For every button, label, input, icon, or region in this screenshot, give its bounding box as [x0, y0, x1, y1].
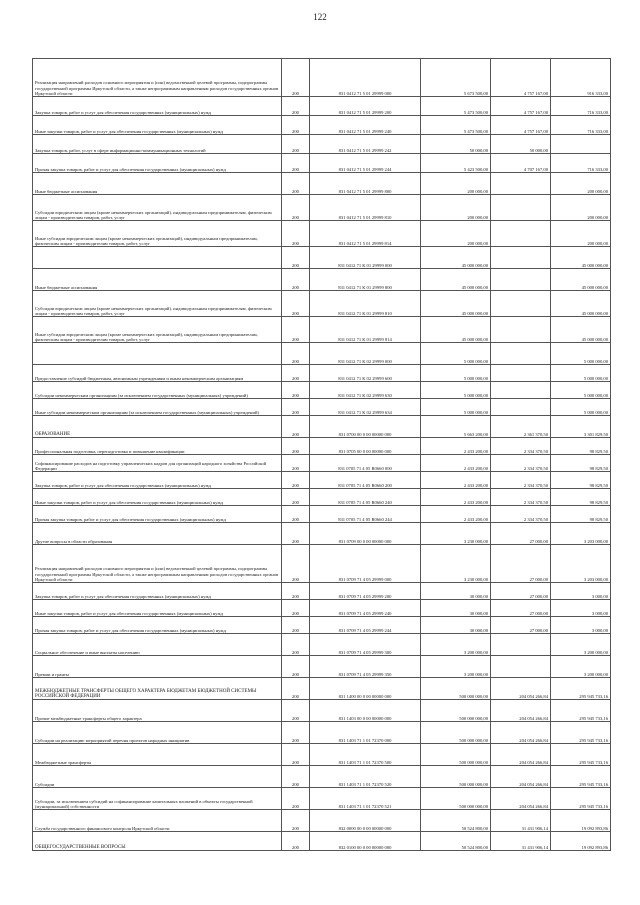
row-name: Другие вопросы в области образования — [33, 523, 282, 545]
row-classification-code: 831 0709 71 4 05 29999 240 — [310, 600, 421, 617]
row-name: Социальное обеспечение и иные выплаты населению — [33, 634, 282, 656]
row-name: Закупка товаров, работ и услуг для обеспечения государственных (муниципальных) нужд — [33, 472, 282, 489]
table-row — [33, 600, 611, 617]
row-classification-code: 831 0709 71 4 05 29999 200 — [310, 583, 421, 600]
row-code: 200 — [282, 678, 310, 700]
row-name — [33, 247, 282, 269]
row-name: Иные закупки товаров, работ и услуг для обеспечения государственных (муниципальных) нужд — [33, 600, 282, 617]
row-amount-approved: 2 433 200,00 — [421, 472, 491, 489]
row-classification-code: 831 0412 71 К 02 29999 600 — [310, 365, 421, 382]
row-amount-remaining: 200 000,00 — [551, 221, 611, 247]
table-row — [33, 154, 611, 173]
row-name: Субсидии, за исключением субсидий на софинансирование капитальных вложений в объекты государственной (муниципальной) собственности — [33, 788, 282, 810]
row-amount-approved: 3 230 000,00 — [421, 545, 491, 583]
row-amount-executed: 4 707 167,00 — [491, 154, 551, 173]
row-classification-code: 831 1400 00 0 00 00000 000 — [310, 678, 421, 700]
row-amount-approved: 45 000 000,00 — [421, 247, 491, 269]
row-code: 200 — [282, 135, 310, 154]
row-amount-executed: 204 054 266,84 — [491, 766, 551, 788]
row-amount-executed — [491, 173, 551, 195]
table-row — [33, 173, 611, 195]
row-amount-approved: 200 000,00 — [421, 195, 491, 221]
row-amount-approved: 30 000,00 — [421, 617, 491, 634]
row-amount-executed — [491, 269, 551, 291]
table-row — [33, 221, 611, 247]
row-classification-code: 831 0412 71 5 01 29999 810 — [310, 195, 421, 221]
row-amount-executed — [491, 247, 551, 269]
row-amount-executed — [491, 365, 551, 382]
table-row — [33, 634, 611, 656]
row-amount-remaining: 295 945 733,16 — [551, 722, 611, 744]
table-row — [33, 399, 611, 416]
row-amount-remaining: 200 000,00 — [551, 173, 611, 195]
row-amount-executed: 4 757 167,00 — [491, 97, 551, 116]
row-amount-approved: 5 663 200,00 — [421, 416, 491, 438]
row-amount-remaining: 3 000,00 — [551, 617, 611, 634]
table-row — [33, 506, 611, 523]
row-code: 200 — [282, 291, 310, 317]
row-amount-remaining: 5 000 000,00 — [551, 365, 611, 382]
row-amount-approved: 30 000,00 — [421, 600, 491, 617]
row-amount-executed — [491, 221, 551, 247]
row-amount-approved: 5 000 000,00 — [421, 382, 491, 399]
table-row — [33, 656, 611, 678]
row-classification-code: 831 1403 71 1 01 72370 000 — [310, 722, 421, 744]
row-code: 200 — [282, 59, 310, 97]
row-classification-code: 831 0412 71 5 01 29999 244 — [310, 154, 421, 173]
row-classification-code: 831 0709 00 0 00 00000 000 — [310, 523, 421, 545]
table-row — [33, 416, 611, 438]
table-row — [33, 97, 611, 116]
row-amount-approved: 500 000 000,00 — [421, 722, 491, 744]
row-amount-remaining: 916 333,00 — [551, 59, 611, 97]
row-amount-approved: 45 000 000,00 — [421, 291, 491, 317]
row-amount-executed: 204 054 266,84 — [491, 744, 551, 766]
table-row — [33, 195, 611, 221]
row-amount-approved: 5 673 500,00 — [421, 59, 491, 97]
row-classification-code: 831 0412 71 5 01 29999 814 — [310, 221, 421, 247]
table-row — [33, 247, 611, 269]
row-amount-remaining: 3 200 000,00 — [551, 656, 611, 678]
row-amount-executed: 27 000,00 — [491, 583, 551, 600]
row-amount-approved: 500 000 000,00 — [421, 700, 491, 722]
row-classification-code: 832 0100 00 0 00 00000 000 — [310, 832, 421, 851]
row-amount-executed — [491, 634, 551, 656]
row-classification-code: 831 0709 71 4 05 29999 300 — [310, 634, 421, 656]
row-amount-approved: 5 000 000,00 — [421, 399, 491, 416]
row-classification-code: 831 0412 71 К 01 29999 000 — [310, 247, 421, 269]
row-code: 200 — [282, 116, 310, 135]
row-code: 200 — [282, 269, 310, 291]
page-number: 122 — [313, 12, 327, 22]
row-amount-executed: 2 334 370,50 — [491, 472, 551, 489]
row-code: 200 — [282, 634, 310, 656]
row-amount-executed: 31 431 906,14 — [491, 810, 551, 832]
row-classification-code: 831 0412 71 К 01 29999 810 — [310, 291, 421, 317]
row-amount-remaining: 98 829,50 — [551, 438, 611, 455]
row-code: 200 — [282, 617, 310, 634]
row-amount-approved: 500 000 000,00 — [421, 744, 491, 766]
row-code: 200 — [282, 766, 310, 788]
row-classification-code: 831 0412 71 К 02 29999 634 — [310, 399, 421, 416]
table-row — [33, 766, 611, 788]
table-row — [33, 472, 611, 489]
table-row — [33, 59, 611, 97]
row-classification-code: 831 0705 71 4 05 R0660 000 — [310, 455, 421, 472]
row-amount-approved: 200 000,00 — [421, 221, 491, 247]
row-amount-executed: 27 000,00 — [491, 617, 551, 634]
row-amount-remaining: 98 829,50 — [551, 489, 611, 506]
row-code: 200 — [282, 97, 310, 116]
row-code: 200 — [282, 788, 310, 810]
row-code: 200 — [282, 722, 310, 744]
row-name: Софинансирование расходов на подготовку управленческих кадров для организаций народного хозяйства Российской Федерации — [33, 455, 282, 472]
row-code: 200 — [282, 656, 310, 678]
row-amount-approved: 50 524 800,00 — [421, 832, 491, 851]
row-code: 200 — [282, 438, 310, 455]
row-amount-approved: 5 473 500,00 — [421, 97, 491, 116]
row-amount-executed — [491, 382, 551, 399]
row-classification-code: 831 0709 71 4 05 29999 350 — [310, 656, 421, 678]
row-amount-remaining: 5 000 000,00 — [551, 343, 611, 365]
row-amount-executed: 31 431 906,14 — [491, 832, 551, 851]
row-name: Межбюджетные трансферты — [33, 744, 282, 766]
row-amount-approved: 30 000,00 — [421, 583, 491, 600]
row-classification-code: 831 0412 71 5 01 29999 200 — [310, 97, 421, 116]
row-amount-approved: 500 000 000,00 — [421, 678, 491, 700]
row-name: Субсидии некоммерческим организациям (за исключением государственных (муниципальных) учреждений) — [33, 382, 282, 399]
row-classification-code: 831 0412 71 5 01 29999 242 — [310, 135, 421, 154]
row-amount-executed — [491, 399, 551, 416]
row-amount-approved: 45 000 000,00 — [421, 317, 491, 343]
row-classification-code: 831 0412 71 К 01 29999 800 — [310, 269, 421, 291]
row-amount-executed: 27 000,00 — [491, 600, 551, 617]
row-amount-executed: 4 757 167,00 — [491, 116, 551, 135]
row-amount-remaining: 200 000,00 — [551, 195, 611, 221]
table-row — [33, 700, 611, 722]
table-row — [33, 116, 611, 135]
row-name: Иные бюджетные ассигнования — [33, 173, 282, 195]
row-amount-remaining: 3 203 000,00 — [551, 545, 611, 583]
row-amount-remaining: 3 301 829,50 — [551, 416, 611, 438]
row-amount-remaining: 5 000 000,00 — [551, 382, 611, 399]
row-amount-executed: 204 054 266,84 — [491, 678, 551, 700]
row-amount-approved: 50 000,00 — [421, 135, 491, 154]
row-name: Премии и гранты — [33, 656, 282, 678]
row-name — [33, 343, 282, 365]
row-code: 200 — [282, 700, 310, 722]
table-row — [33, 269, 611, 291]
row-name: Служба государственного финансового контроля Иркутской области — [33, 810, 282, 832]
row-amount-approved: 3 200 000,00 — [421, 656, 491, 678]
row-amount-remaining: 98 829,50 — [551, 506, 611, 523]
row-name: Закупка товаров, работ и услуг для обеспечения государственных (муниципальных) нужд — [33, 97, 282, 116]
row-code: 200 — [282, 600, 310, 617]
row-code: 200 — [282, 247, 310, 269]
row-name: ОБРАЗОВАНИЕ — [33, 416, 282, 438]
row-code: 200 — [282, 455, 310, 472]
row-amount-executed: 204 054 266,84 — [491, 722, 551, 744]
row-code: 200 — [282, 195, 310, 221]
row-code: 200 — [282, 416, 310, 438]
row-amount-remaining: 3 000,00 — [551, 583, 611, 600]
row-code: 200 — [282, 399, 310, 416]
row-amount-remaining: 98 829,50 — [551, 472, 611, 489]
row-classification-code: 831 0705 00 0 00 00000 000 — [310, 438, 421, 455]
row-name: Иные субсидии некоммерческим организациям (за исключением государственных (муниципальных) учреждений) — [33, 399, 282, 416]
table-row — [33, 722, 611, 744]
row-amount-approved: 5 423 500,00 — [421, 154, 491, 173]
row-amount-remaining: 3 203 000,00 — [551, 523, 611, 545]
row-code: 200 — [282, 523, 310, 545]
row-code: 200 — [282, 810, 310, 832]
row-name: Предоставление субсидий бюджетным, автономным учреждениям и иным некоммерческим организациям — [33, 365, 282, 382]
row-code: 200 — [282, 489, 310, 506]
row-code: 200 — [282, 545, 310, 583]
row-amount-remaining: 19 092 893,86 — [551, 832, 611, 851]
row-name: Профессиональная подготовка, переподготовка и повышение квалификации — [33, 438, 282, 455]
row-amount-approved: 500 000 000,00 — [421, 766, 491, 788]
row-classification-code: 831 1403 71 1 01 72370 500 — [310, 744, 421, 766]
row-classification-code: 831 0700 00 0 00 00000 000 — [310, 416, 421, 438]
row-amount-approved: 3 200 000,00 — [421, 634, 491, 656]
row-amount-remaining: 295 945 733,16 — [551, 700, 611, 722]
table-row — [33, 523, 611, 545]
row-amount-approved: 2 433 200,00 — [421, 489, 491, 506]
row-amount-remaining: 98 829,50 — [551, 455, 611, 472]
row-amount-remaining: 3 000,00 — [551, 600, 611, 617]
row-name: Иные субсидии юридическим лицам (кроме некоммерческих организаций), индивидуальным предпринимателям, физическим лицам - производителям товаров, работ, услуг — [33, 221, 282, 247]
row-code: 200 — [282, 365, 310, 382]
row-amount-executed: 27 000,00 — [491, 545, 551, 583]
row-name: Закупка товаров, работ, услуг в сфере информационно-коммуникационных технологий — [33, 135, 282, 154]
table-row — [33, 788, 611, 810]
row-amount-remaining: 45 000 000,00 — [551, 291, 611, 317]
row-classification-code: 831 0412 71 К 02 29999 000 — [310, 343, 421, 365]
row-code: 200 — [282, 583, 310, 600]
table-row — [33, 343, 611, 365]
table-row — [33, 583, 611, 600]
row-classification-code: 831 0412 71 К 02 29999 630 — [310, 382, 421, 399]
table-row — [33, 810, 611, 832]
row-amount-remaining: 295 945 733,16 — [551, 766, 611, 788]
row-classification-code: 831 1403 00 0 00 00000 000 — [310, 700, 421, 722]
row-amount-approved: 2 433 200,00 — [421, 506, 491, 523]
row-classification-code: 831 0412 71 5 01 29999 000 — [310, 59, 421, 97]
row-code: 200 — [282, 832, 310, 851]
row-amount-executed: 2 361 370,50 — [491, 416, 551, 438]
row-amount-approved: 50 524 800,00 — [421, 810, 491, 832]
row-name: Реализация направлений расходов основного мероприятия и (или) ведомственной целевой программы, подпрограммы государственной программы Иркутской области, а также непрограммным направлениям расходов государственных органов Иркутской области — [33, 59, 282, 97]
row-amount-executed: 2 334 370,50 — [491, 455, 551, 472]
row-amount-executed: 27 000,00 — [491, 523, 551, 545]
row-amount-approved: 2 433 200,00 — [421, 438, 491, 455]
row-classification-code: 831 0412 71 К 01 29999 814 — [310, 317, 421, 343]
table-row — [33, 678, 611, 700]
row-code: 200 — [282, 382, 310, 399]
row-amount-remaining — [551, 135, 611, 154]
row-classification-code: 832 0000 00 0 00 00000 000 — [310, 810, 421, 832]
row-amount-approved: 5 000 000,00 — [421, 365, 491, 382]
row-name: Субсидии юридическим лицам (кроме некоммерческих организаций), индивидуальным предпринимателям, физическим лицам - производителям товаров, работ, услуг — [33, 195, 282, 221]
row-name: Прочие межбюджетные трансферты общего характера — [33, 700, 282, 722]
row-classification-code: 831 0709 71 4 05 29999 000 — [310, 545, 421, 583]
row-amount-approved: 45 000 000,00 — [421, 269, 491, 291]
row-name: ОБЩЕГОСУДАРСТВЕННЫЕ ВОПРОСЫ — [33, 832, 282, 851]
row-amount-remaining: 5 000 000,00 — [551, 399, 611, 416]
row-code: 200 — [282, 343, 310, 365]
row-amount-remaining: 716 333,00 — [551, 116, 611, 135]
table-row — [33, 382, 611, 399]
row-code: 200 — [282, 173, 310, 195]
row-amount-executed — [491, 343, 551, 365]
row-amount-executed: 4 757 167,00 — [491, 59, 551, 97]
row-name: Иные закупки товаров, работ и услуг для обеспечения государственных (муниципальных) нужд — [33, 489, 282, 506]
row-name: Иные закупки товаров, работ и услуг для обеспечения государственных (муниципальных) нужд — [33, 116, 282, 135]
row-amount-executed — [491, 291, 551, 317]
row-amount-remaining: 295 945 733,16 — [551, 788, 611, 810]
row-amount-approved: 5 473 500,00 — [421, 116, 491, 135]
row-name: Иные бюджетные ассигнования — [33, 269, 282, 291]
table-row — [33, 438, 611, 455]
table-row — [33, 455, 611, 472]
table-row — [33, 617, 611, 634]
row-amount-remaining: 716 333,00 — [551, 97, 611, 116]
row-classification-code: 831 0709 71 4 05 29999 244 — [310, 617, 421, 634]
row-amount-remaining: 45 000 000,00 — [551, 317, 611, 343]
row-code: 200 — [282, 317, 310, 343]
row-amount-remaining: 19 092 893,86 — [551, 810, 611, 832]
table-row — [33, 489, 611, 506]
row-name: Субсидии на реализацию мероприятий перечня проектов народных инициатив — [33, 722, 282, 744]
row-amount-executed — [491, 656, 551, 678]
table-row — [33, 545, 611, 583]
row-amount-executed: 2 334 370,50 — [491, 489, 551, 506]
row-amount-executed: 50 000,00 — [491, 135, 551, 154]
row-name: Субсидии — [33, 766, 282, 788]
row-code: 200 — [282, 506, 310, 523]
table-row — [33, 832, 611, 851]
table-row — [33, 317, 611, 343]
row-name: Прочая закупка товаров, работ и услуг для обеспечения государственных (муниципальных) нужд — [33, 617, 282, 634]
row-amount-remaining: 295 945 733,16 — [551, 744, 611, 766]
row-name: Иные субсидии юридическим лицам (кроме некоммерческих организаций), индивидуальным предпринимателям, физическим лицам - производителям товаров, работ, услуг — [33, 317, 282, 343]
row-code: 200 — [282, 154, 310, 173]
row-name: МЕЖБЮДЖЕТНЫЕ ТРАНСФЕРТЫ ОБЩЕГО ХАРАКТЕРА БЮДЖЕТАМ БЮДЖЕТНОЙ СИСТЕМЫ РОССИЙСКОЙ ФЕДЕРАЦИИ — [33, 678, 282, 700]
row-amount-executed — [491, 317, 551, 343]
row-amount-executed: 2 334 370,50 — [491, 506, 551, 523]
row-name: Реализация направлений расходов основного мероприятия и (или) ведомственной целевой программы, подпрограммы государственной программы Иркутской области, а также непрограммным направлениям расходов государственных органов Иркутской области — [33, 545, 282, 583]
row-amount-remaining: 3 200 000,00 — [551, 634, 611, 656]
table-row — [33, 744, 611, 766]
row-amount-executed — [491, 195, 551, 221]
table-row — [33, 135, 611, 154]
row-amount-remaining: 716 333,00 — [551, 154, 611, 173]
budget-table-body — [33, 59, 611, 851]
row-amount-approved: 2 433 200,00 — [421, 455, 491, 472]
row-amount-approved: 3 230 000,00 — [421, 523, 491, 545]
table-row — [33, 365, 611, 382]
row-classification-code: 831 0705 71 4 05 R0660 240 — [310, 489, 421, 506]
row-amount-approved: 5 000 000,00 — [421, 343, 491, 365]
row-name: Закупка товаров, работ и услуг для обеспечения государственных (муниципальных) нужд — [33, 583, 282, 600]
row-amount-remaining: 295 945 733,16 — [551, 678, 611, 700]
row-amount-approved: 200 000,00 — [421, 173, 491, 195]
row-classification-code: 831 0705 71 4 05 R0660 244 — [310, 506, 421, 523]
row-amount-executed: 204 054 266,84 — [491, 788, 551, 810]
row-classification-code: 831 0412 71 5 01 29999 240 — [310, 116, 421, 135]
budget-table — [32, 58, 611, 851]
row-classification-code: 831 1403 71 1 01 72370 521 — [310, 788, 421, 810]
row-amount-remaining: 45 000 000,00 — [551, 247, 611, 269]
table-row — [33, 291, 611, 317]
row-name: Субсидии юридическим лицам (кроме некоммерческих организаций), индивидуальным предпринимателям, физическим лицам - производителям товаров, работ, услуг — [33, 291, 282, 317]
row-classification-code: 831 0705 71 4 05 R0660 200 — [310, 472, 421, 489]
row-name: Прочая закупка товаров, работ и услуг для обеспечения государственных (муниципальных) нужд — [33, 154, 282, 173]
row-amount-executed: 204 054 266,84 — [491, 700, 551, 722]
row-code: 200 — [282, 744, 310, 766]
row-classification-code: 831 0412 71 5 01 29999 800 — [310, 173, 421, 195]
row-code: 200 — [282, 472, 310, 489]
row-amount-approved: 500 000 000,00 — [421, 788, 491, 810]
row-code: 200 — [282, 221, 310, 247]
row-amount-executed: 2 334 370,50 — [491, 438, 551, 455]
row-amount-remaining: 45 000 000,00 — [551, 269, 611, 291]
row-classification-code: 831 1403 71 1 01 72370 520 — [310, 766, 421, 788]
row-name: Прочая закупка товаров, работ и услуг для обеспечения государственных (муниципальных) нужд — [33, 506, 282, 523]
